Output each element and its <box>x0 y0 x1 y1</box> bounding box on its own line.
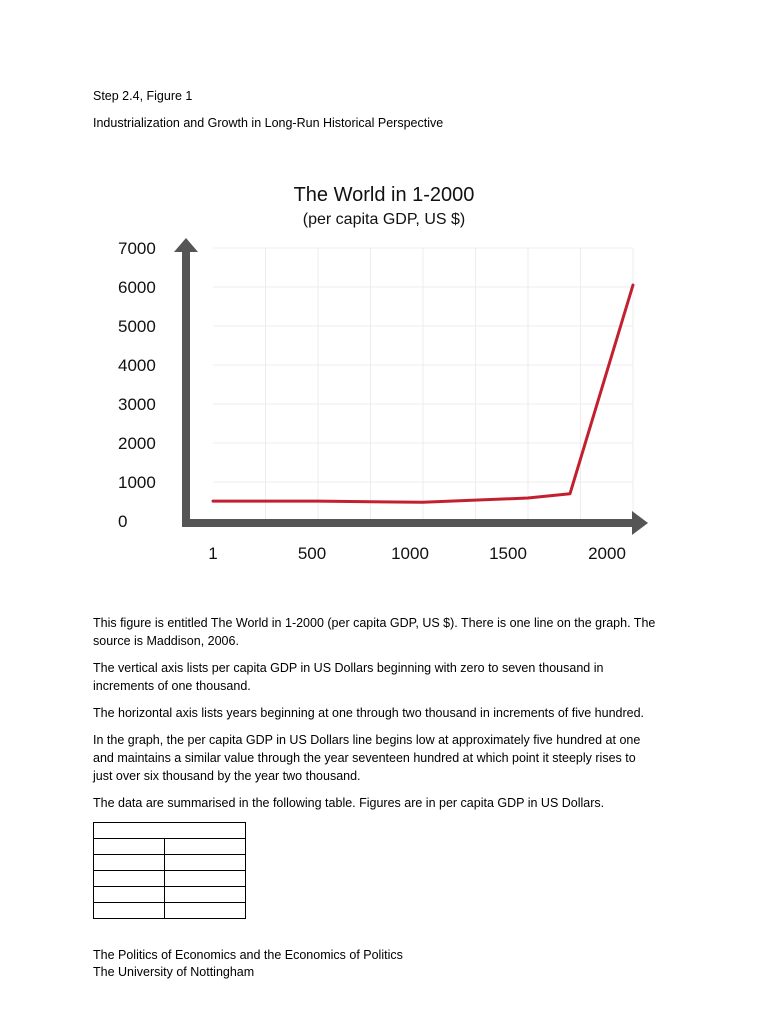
paragraph-4-line: and maintains a similar value through the year seventeen hundred at which point it steeply rises to <box>93 751 636 765</box>
gdp-data-point <box>317 500 319 502</box>
footer <box>93 947 403 981</box>
x-axis-arrow-icon <box>632 511 648 535</box>
table-cell <box>94 855 165 871</box>
chart-labels <box>118 239 626 563</box>
gdp-data-point <box>569 493 571 495</box>
table-cell <box>94 871 165 887</box>
x-tick-label: 1 <box>208 544 218 563</box>
data-table <box>93 822 246 919</box>
chart-subtitle: (per capita GDP, US $) <box>302 211 466 228</box>
y-tick-label: 6000 <box>118 278 156 297</box>
gdp-data-point <box>422 501 424 503</box>
y-axis-arrow-icon <box>174 238 198 252</box>
figure-topic: Industrialization and Growth in Long-Run Historical Perspective <box>93 116 444 130</box>
y-tick-label: 0 <box>118 512 128 531</box>
paragraph-1-line: This figure is entitled The World in 1-2000 (per capita GDP, US $). There is one line on the graph. The <box>93 616 656 630</box>
paragraph-1 <box>93 614 693 650</box>
table-cell <box>94 887 165 903</box>
table-row <box>94 839 246 855</box>
table-cell <box>165 871 246 887</box>
table-row <box>94 871 246 887</box>
y-tick-label: 1000 <box>118 473 156 492</box>
y-tick-label: 4000 <box>118 356 156 375</box>
paragraph-4 <box>93 731 693 785</box>
table-cell <box>94 839 165 855</box>
y-tick-label: 2000 <box>118 434 156 453</box>
table-cell <box>94 823 246 839</box>
gdp-data-point <box>632 284 634 286</box>
table-cell <box>165 887 246 903</box>
chart-grid <box>213 248 633 521</box>
table-cell <box>165 839 246 855</box>
paragraph-1-line: source is Maddison, 2006. <box>93 634 239 648</box>
table-cell <box>165 855 246 871</box>
x-tick-label: 1000 <box>391 544 429 563</box>
x-tick-label: 500 <box>297 544 327 563</box>
step-label: Step 2.4, Figure 1 <box>93 89 193 103</box>
paragraph-2 <box>93 659 693 695</box>
paragraph-5 <box>93 794 693 812</box>
table-cell <box>165 903 246 919</box>
y-tick-label: 7000 <box>118 239 156 258</box>
footer-line-2: The University of Nottingham <box>93 965 255 979</box>
table-header-row <box>94 823 246 839</box>
table-row <box>94 855 246 871</box>
y-tick-label: 5000 <box>118 317 156 336</box>
paragraph-4-line: In the graph, the per capita GDP in US Dollars line begins low at approximately five hundred at one <box>93 733 641 747</box>
paragraph-5-line: The data are summarised in the following table. Figures are in per capita GDP in US Dollars. <box>93 796 605 810</box>
gdp-data-point <box>527 497 529 499</box>
x-tick-label: 2000 <box>588 544 626 563</box>
table-row <box>94 903 246 919</box>
paragraph-2-line: increments of one thousand. <box>93 679 251 693</box>
chart-title: The World in 1-2000 <box>293 184 475 206</box>
paragraph-4-line: just over six thousand by the year two thousand. <box>93 769 361 783</box>
table-cell <box>94 903 165 919</box>
chart-axes <box>174 238 648 535</box>
gdp-data-point <box>212 500 214 502</box>
footer-line-1: The Politics of Economics and the Economics of Politics <box>93 948 403 962</box>
paragraph-2-line: The vertical axis lists per capita GDP in US Dollars beginning with zero to seven thousand in <box>93 661 604 675</box>
paragraph-3 <box>93 704 693 722</box>
table-row <box>94 887 246 903</box>
paragraph-3-line: The horizontal axis lists years beginning at one through two thousand in increments of five hundred. <box>93 706 645 720</box>
x-tick-label: 1500 <box>489 544 527 563</box>
y-tick-label: 3000 <box>118 395 156 414</box>
gdp-line-chart <box>100 168 660 574</box>
